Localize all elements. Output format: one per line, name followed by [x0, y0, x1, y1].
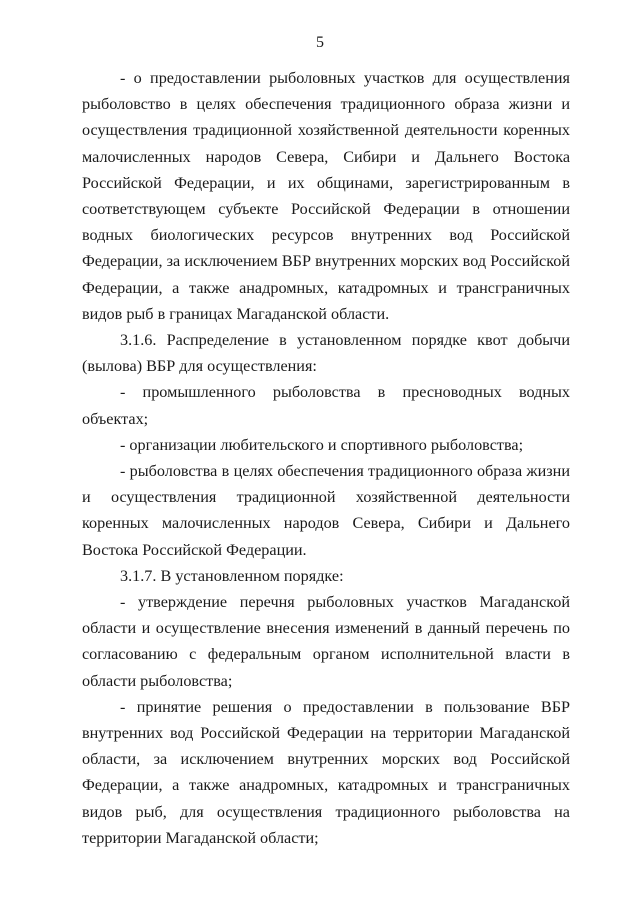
paragraph-3-1-6: 3.1.6. Распределение в установленном порядке квот добычи (вылова) ВБР для осуществления: — [82, 331, 570, 376]
page-number: 5 — [316, 34, 324, 51]
paragraph-3-1-7: 3.1.7. В установленном порядке: — [120, 566, 344, 585]
paragraph-fishing-plots: - о предоставлении рыболовных участков для осуществления рыболовство в целях обеспечения традиционного образа жизни и осуществления традиционной хозяйственной деятельности коренных малочисленных народов Севера, Сибири и Дальнего Востока Российской Федерации, и их общинами, зарегистрированным в соответствующем субъекте Российской Федерации в отношении водных биологических ресурсов внутренних вод Российской Федерации, за исключением ВБР внутренних морских вод Российской Федерации, а также анадромных, катадромных и трансграничных видов рыб в границах Магаданской области. — [82, 69, 570, 323]
paragraph-amateur-fishing: - организации любительского и спортивного рыболовства; — [120, 435, 524, 454]
document-body — [82, 65, 570, 851]
paragraph-vbr-usage-decision: - принятие решения о предоставлении в пользование ВБР внутренних вод Российской Федерации на территории Магаданской области, за исключением внутренних морских вод Российской Федерации, а также анадромных, катадромных и трансграничных видов рыб, для осуществления традиционного рыболовства на территории Магаданской области; — [82, 697, 570, 847]
paragraph-industrial-fishing: - промышленного рыболовства в пресноводных водных объектах; — [82, 383, 570, 428]
paragraph-fishing-plots-list: - утверждение перечня рыболовных участков Магаданской области и осуществление внесения изменений в данный перечень по согласованию с федеральным органом исполнительной власти в области рыболовства; — [82, 593, 570, 690]
paragraph-traditional-fishing: - рыболовства в целях обеспечения традиционного образа жизни и осуществления традиционной хозяйственной деятельности коренных малочисленных народов Севера, Сибири и Дальнего Востока Российской Федерации. — [82, 462, 570, 559]
